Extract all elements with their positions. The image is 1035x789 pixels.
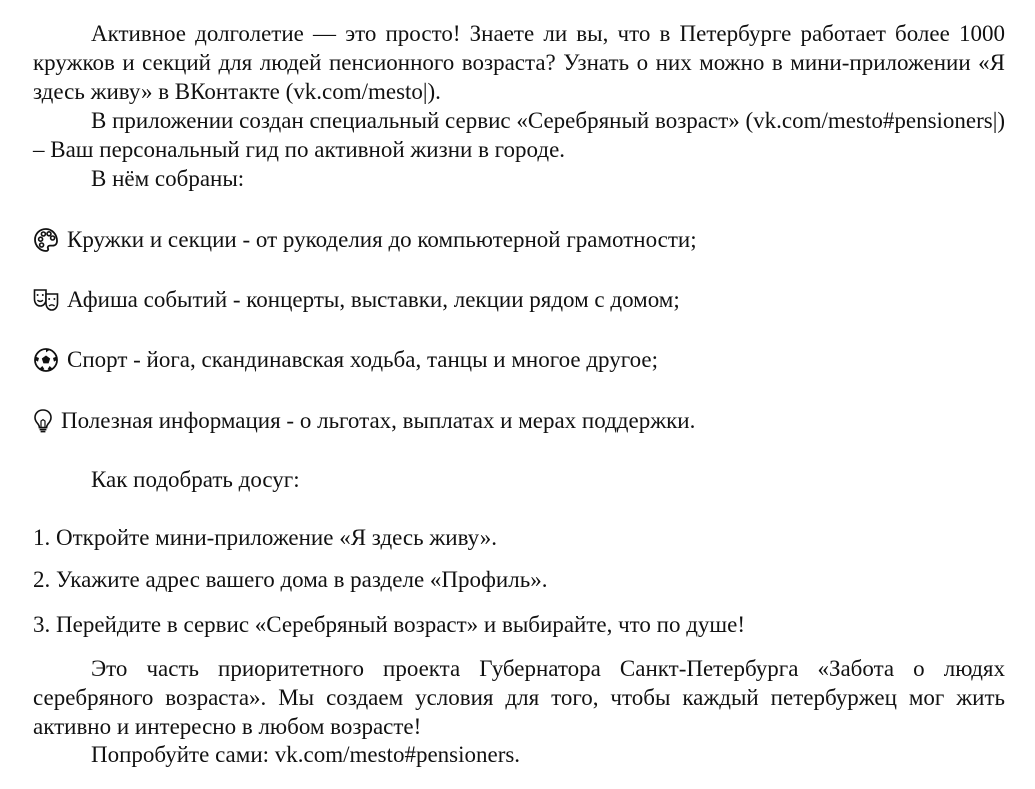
- feature-text: Кружки и секции - от рукоделия до компьютерной грамотности;: [67, 227, 697, 252]
- feature-text: Спорт - йога, скандинавская ходьба, танцы и многое другое;: [67, 347, 658, 372]
- feature-text: Полезная информация - о льготах, выплатах и мерах поддержки.: [61, 408, 696, 433]
- feature-text: Афиша событий - концерты, выставки, лекции рядом с домом;: [67, 287, 680, 312]
- feature-item-clubs: [33, 225, 697, 254]
- try-it-line: Попробуйте сами: vk.com/mesto#pensioners.: [91, 742, 521, 767]
- intro-paragraph: Активное долголетие — это просто! Знаете ли вы, что в Петербурге работает более 1000 кружков и секций для людей пенсионного возраста? Узнать о них можно в мини-приложении «Я здесь живу» в ВКонтакте (vk.com/mesto|).: [33, 21, 1005, 104]
- step-2: 2. Укажите адрес вашего дома в разделе «Профиль».: [33, 567, 548, 592]
- feature-item-events: [33, 285, 680, 314]
- feature-item-sport: [33, 345, 658, 374]
- collected-heading: В нём собраны:: [91, 166, 245, 191]
- palette-icon: [33, 227, 59, 253]
- howto-heading: Как подобрать досуг:: [91, 467, 300, 492]
- outro-paragraph: Это часть приоритетного проекта Губернатора Санкт-Петербурга «Забота о людях серебряного возраста». Мы создаем условия для того, чтобы каждый петербуржец мог жить активно и интересно в любом возрасте!: [33, 656, 1005, 739]
- feature-item-info: [33, 406, 695, 435]
- soccer-ball-icon: [33, 347, 59, 373]
- step-1: 1. Откройте мини-приложение «Я здесь живу».: [33, 525, 497, 550]
- theater-masks-icon: [33, 287, 59, 313]
- step-3: 3. Перейдите в сервис «Серебряный возраст» и выбирайте, что по душе!: [33, 612, 746, 637]
- light-bulb-icon: [33, 408, 53, 434]
- service-paragraph: В приложении создан специальный сервис «Серебряный возраст» (vk.com/mesto#pensioners|) – Ваш персональный гид по активной жизни в городе.: [33, 108, 1005, 162]
